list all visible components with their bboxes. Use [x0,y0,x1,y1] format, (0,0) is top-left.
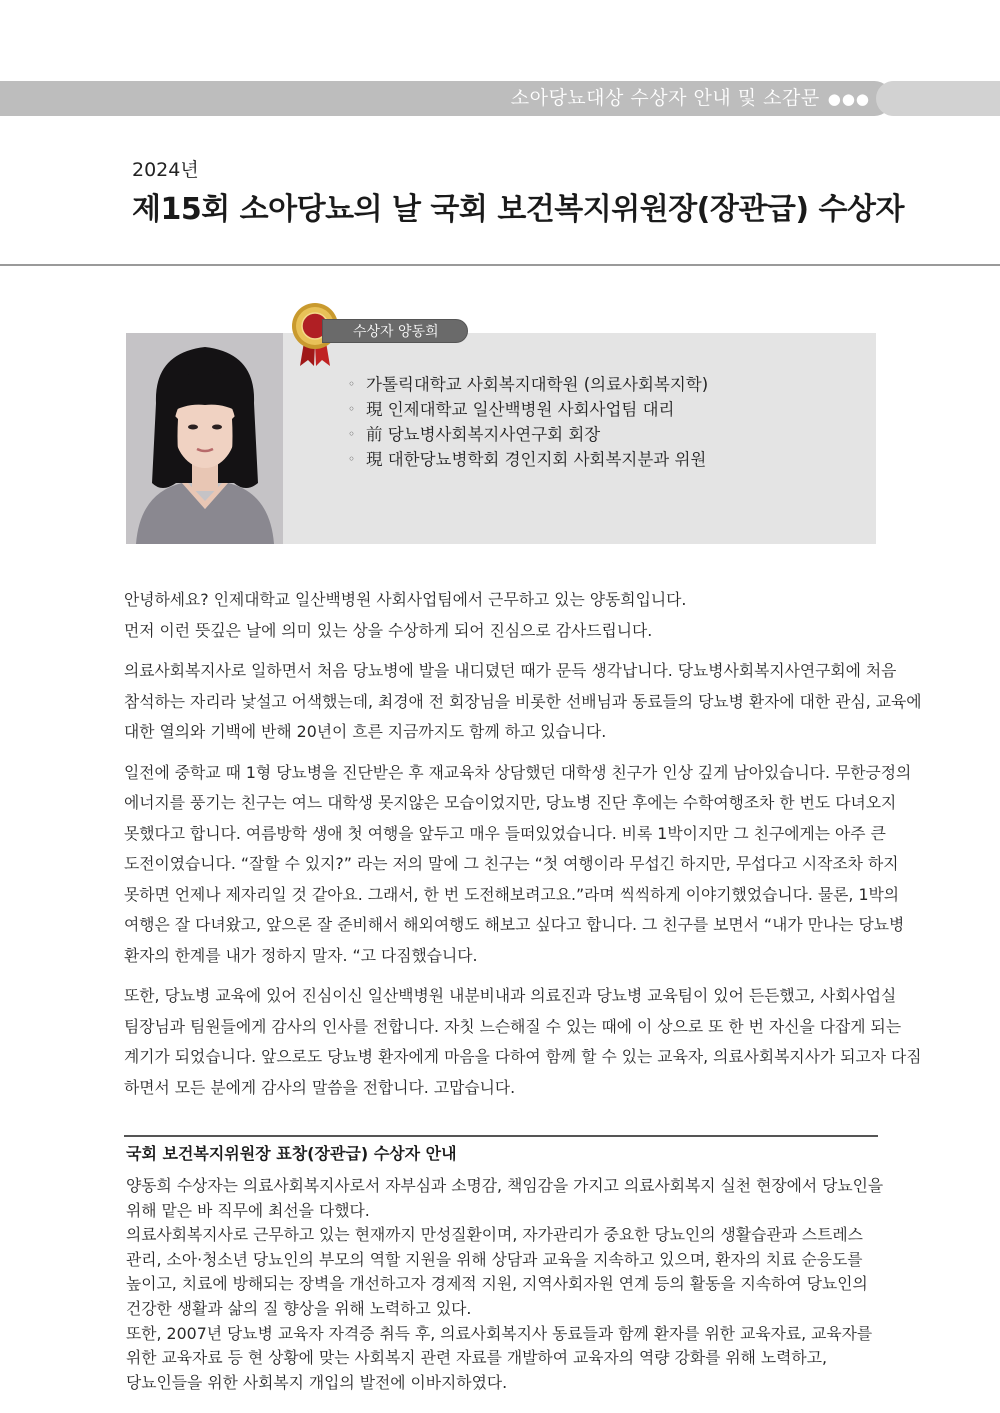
awardee-name-tag: 수상자 양동희 [322,319,468,343]
credential-text: 現 대한당뇨병학회 경인지회 사회복지분과 위원 [366,450,707,469]
speech-line: 환자의 한계를 내가 정하지 말자. “고 다짐했습니다. [124,945,478,965]
credential-item [348,422,708,447]
notice-line: 관리, 소아·청소년 당뇨인의 부모의 역할 지원을 위해 상담과 교육을 지속하고 있으며, 환자의 치료 순응도를 [126,1249,863,1269]
speech-line: 도전이였습니다. “잘할 수 있지?” 라는 저의 말에 그 친구는 “첫 여행이라 무섭긴 하지만, 무섭다고 시작조차 하지 [124,854,899,873]
acceptance-speech [124,585,922,1113]
speech-paragraph [124,758,912,972]
speech-line: 참석하는 자리라 낯설고 어색했는데, 최경애 전 회장님을 비롯한 선배님과 동료들의 당뇨병 환자에 대한 관심, 교육에 [124,691,922,711]
speech-paragraph [124,656,922,748]
speech-line: 먼저 이런 뜻깊은 날에 의미 있는 상을 수상하게 되어 진심으로 감사드립니다. [124,620,653,640]
speech-line: 여행은 잘 다녀왔고, 앞으론 잘 준비해서 해외여행도 해보고 싶다고 합니다. 그 친구를 보면서 “내가 만나는 당뇨병 [124,915,905,934]
speech-line: 에너지를 풍기는 친구는 여느 대학생 못지않은 모습이었지만, 당뇨병 진단 후에는 수학여행조차 한 번도 다녀오지 [124,793,897,812]
speech-line: 대한 열의와 기백에 반해 20년이 흐른 지금까지도 함께 하고 있습니다. [124,722,607,741]
bullet-icon: ◦ [348,452,356,466]
speech-paragraph [124,981,922,1103]
notice-line: 위한 교육자료 등 현 상황에 맞는 사회복지 관련 자료를 개발하여 교육자의 역량 강화를 위해 노력하고, [126,1348,827,1368]
credential-text: 前 당뇨병사회복지사연구회 회장 [366,425,601,444]
bullet-icon: ◦ [348,402,356,416]
bullet-icon: ◦ [348,377,356,391]
notice-line: 건강한 생활과 삶의 질 향상을 위해 노력하고 있다. [126,1298,472,1318]
credential-text: 現 인제대학교 일산백병원 사회사업팀 대리 [366,400,675,419]
section-header [511,81,870,116]
credential-item [348,397,708,422]
portrait-image [126,333,284,544]
credentials-list [348,372,708,472]
notice-line: 의료사회복지사로 근무하고 있는 현재까지 만성질환이며, 자가관리가 중요한 당뇨인의 생활습관과 스트레스 [126,1225,863,1245]
notice-line: 또한, 2007년 당뇨병 교육자 자격증 취득 후, 의료사회복지사 동료들과 함께 환자를 위한 교육자료, 교육자를 [126,1323,873,1343]
awardee-photo [126,333,284,544]
notice-title: 국회 보건복지위원장 표창(장관급) 수상자 안내 [126,1144,457,1163]
speech-line: 또한, 당뇨병 교육에 있어 진심이신 일산백병원 내분비내과 의료진과 당뇨병 교육팀이 있어 든든했고, 사회사업실 [124,986,897,1005]
speech-line: 계기가 되었습니다. 앞으로도 당뇨병 환자에게 마음을 다하여 함께 할 수 있는 교육자, 의료사회복지사가 되고자 다짐 [124,1047,922,1066]
notice-divider [124,1135,878,1137]
notice-line: 높이고, 치료에 방해되는 장벽을 개선하고자 경제적 지원, 지역사회자원 연계 등의 활동을 지속하여 당뇨인의 [126,1274,868,1294]
notice-body [126,1174,884,1395]
notice-line: 위해 맡은 바 직무에 최선을 다했다. [126,1200,370,1220]
award-year: 2024년 [132,159,199,181]
speech-paragraph [124,585,876,646]
speech-line: 의료사회복지사로 일하면서 처음 당뇨병에 발을 내디뎠던 때가 문득 생각납니다. 당뇨병사회복지사연구회에 처음 [124,661,897,680]
title-divider [0,264,1000,266]
header-bar-cap [876,81,1000,116]
speech-line: 하면서 모든 분에게 감사의 말씀을 전합니다. 고맙습니다. [124,1077,516,1097]
speech-line: 못했다고 합니다. 여름방학 생애 첫 여행을 앞두고 매우 들떠있었습니다. 비록 1박이지만 그 친구에게는 아주 큰 [124,823,886,843]
speech-line: 안녕하세요? 인제대학교 일산백병원 사회사업팀에서 근무하고 있는 양동희입니다. [124,590,687,609]
speech-line: 일전에 중학교 때 1형 당뇨병을 진단받은 후 재교육차 상담했던 대학생 친구가 인상 깊게 남아있습니다. 무한긍정의 [124,762,912,782]
speech-line: 팀장님과 팀원들에게 감사의 인사를 전합니다. 자칫 느슨해질 수 있는 때에 이 상으로 또 한 번 자신을 다잡게 되는 [124,1016,902,1036]
notice-line: 양동희 수상자는 의료사회복지사로서 자부심과 소명감, 책임감을 가지고 의료사회복지 실천 현장에서 당뇨인을 [126,1176,884,1195]
speech-line: 못하면 언제나 제자리일 것 같아요. 그래서, 한 번 도전해보려고요.”라며 씩씩하게 이야기했었습니다. 물론, 1박의 [124,884,900,904]
bullet-icon: ◦ [348,427,356,441]
dots-icon: ●●● [827,90,870,108]
credential-item [348,447,708,472]
page-title: 제15회 소아당뇨의 날 국회 보건복지위원장(장관급) 수상자 [132,192,904,227]
section-title: 소아당뇨대상 수상자 안내 및 소감문 [510,87,820,109]
credential-text: 가톨릭대학교 사회복지대학원 (의료사회복지학) [366,375,709,394]
notice-line: 당뇨인들을 위한 사회복지 개입의 발전에 이바지하였다. [126,1372,508,1392]
credential-item [348,372,708,397]
